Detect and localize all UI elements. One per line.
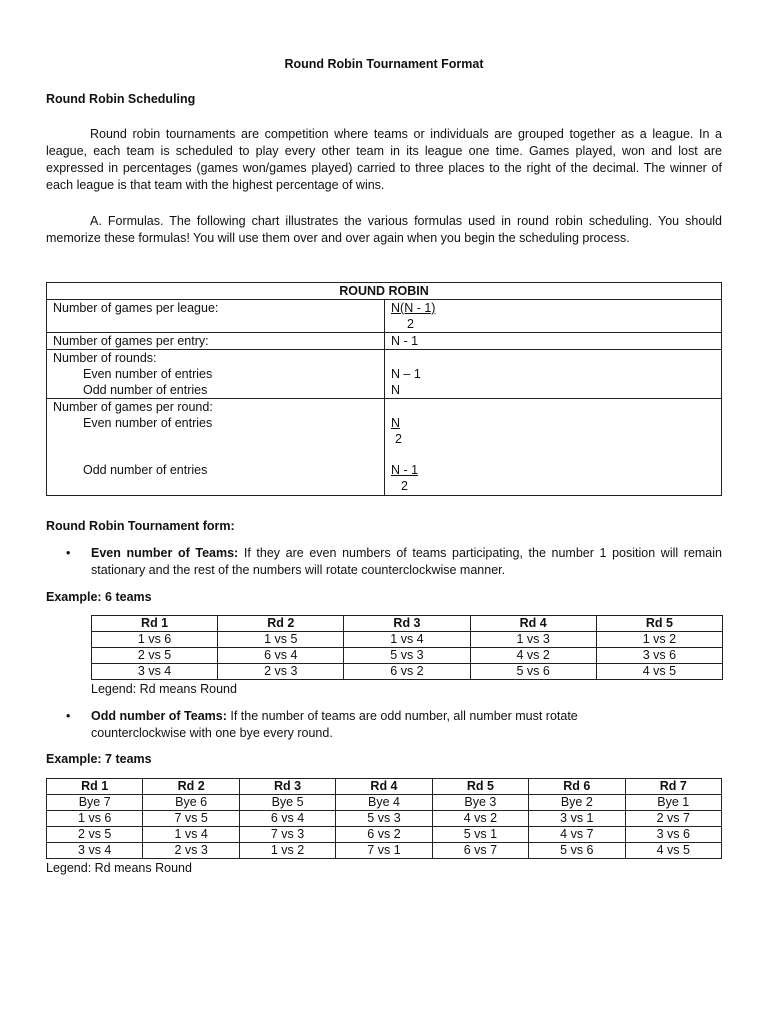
formula-sublabel-even: Even number of entries bbox=[83, 367, 213, 381]
bullet-odd-text bbox=[91, 708, 722, 742]
table-cell: 5 vs 6 bbox=[529, 843, 625, 859]
formula-value bbox=[385, 350, 722, 399]
bullet-odd-teams bbox=[46, 708, 722, 742]
table-cell: 3 vs 4 bbox=[47, 843, 143, 859]
table-cell: 5 vs 1 bbox=[432, 827, 528, 843]
table-cell: Bye 6 bbox=[143, 795, 239, 811]
table-row bbox=[92, 632, 723, 648]
table-cell: 1 vs 4 bbox=[344, 632, 470, 648]
formula-numerator-odd: N - 1 bbox=[391, 463, 419, 477]
table-cell: 4 vs 2 bbox=[470, 648, 596, 664]
formulas-paragraph bbox=[46, 213, 722, 247]
table-header-cell: Rd 5 bbox=[432, 779, 528, 795]
formula-label-text: Number of rounds: bbox=[53, 351, 157, 365]
table-header-cell: Rd 4 bbox=[470, 616, 596, 632]
formula-denominator: 2 bbox=[407, 317, 414, 331]
formula-row-games-per-entry bbox=[47, 333, 722, 350]
formula-table-header: ROUND ROBIN bbox=[47, 283, 722, 300]
formula-value bbox=[385, 399, 722, 496]
table-cell: 1 vs 3 bbox=[470, 632, 596, 648]
example-6-teams-label: Example: 6 teams bbox=[46, 590, 152, 604]
table-cell: 6 vs 2 bbox=[344, 664, 470, 680]
table-cell: Bye 1 bbox=[625, 795, 721, 811]
table-cell: 1 vs 2 bbox=[239, 843, 335, 859]
table-header-cell: Rd 3 bbox=[239, 779, 335, 795]
table-cell: 7 vs 5 bbox=[143, 811, 239, 827]
table-cell: Bye 4 bbox=[336, 795, 432, 811]
table-header-cell: Rd 2 bbox=[218, 616, 344, 632]
bullet-even-body: If they are even numbers of teams participating, the number 1 position will remain stationary and the rest of the numbers will rotate counterclockwise manner. bbox=[91, 546, 722, 577]
table-header-cell: Rd 5 bbox=[596, 616, 722, 632]
page-title: Round Robin Tournament Format bbox=[284, 57, 484, 71]
formula-sublabel-odd: Odd number of entries bbox=[83, 463, 208, 477]
formula-numerator-even: N bbox=[391, 416, 401, 430]
table-header-cell: Rd 3 bbox=[344, 616, 470, 632]
formula-value bbox=[385, 300, 722, 333]
table-cell: 3 vs 6 bbox=[625, 827, 721, 843]
table-cell: 3 vs 4 bbox=[92, 664, 218, 680]
table-row bbox=[47, 827, 722, 843]
table-cell: 2 vs 3 bbox=[143, 843, 239, 859]
table-cell: 3 vs 6 bbox=[596, 648, 722, 664]
formula-table-header-row bbox=[47, 283, 722, 300]
table-header-row bbox=[92, 616, 723, 632]
table-cell: 6 vs 2 bbox=[336, 827, 432, 843]
table-cell: 6 vs 4 bbox=[218, 648, 344, 664]
formula-sublabel-even: Even number of entries bbox=[83, 416, 213, 430]
table-cell: 4 vs 5 bbox=[625, 843, 721, 859]
table-cell: 7 vs 1 bbox=[336, 843, 432, 859]
formula-row-rounds bbox=[47, 350, 722, 399]
formula-numerator: N(N - 1) bbox=[391, 301, 436, 315]
legend-6-teams: Legend: Rd means Round bbox=[91, 682, 237, 696]
rotation-table-6-teams bbox=[91, 615, 723, 680]
table-row bbox=[92, 648, 723, 664]
formula-label: Number of games per entry: bbox=[47, 333, 385, 350]
intro-paragraph bbox=[46, 126, 722, 194]
table-cell: 5 vs 6 bbox=[470, 664, 596, 680]
table-header-cell: Rd 1 bbox=[92, 616, 218, 632]
formula-sublabel-odd: Odd number of entries bbox=[83, 383, 208, 397]
formula-row-games-per-league bbox=[47, 300, 722, 333]
formula-denominator-odd: 2 bbox=[401, 479, 408, 493]
table-cell: 6 vs 7 bbox=[432, 843, 528, 859]
rotation-table-7-teams bbox=[46, 778, 722, 859]
formula-table bbox=[46, 282, 722, 496]
table-header-cell: Rd 7 bbox=[625, 779, 721, 795]
formula-denominator-even: 2 bbox=[395, 432, 402, 446]
table-cell: 1 vs 6 bbox=[47, 811, 143, 827]
formula-value: N - 1 bbox=[385, 333, 722, 350]
formula-row-games-per-round bbox=[47, 399, 722, 496]
bullet-even-teams bbox=[46, 545, 722, 579]
table-cell: 4 vs 5 bbox=[596, 664, 722, 680]
table-cell: 5 vs 3 bbox=[344, 648, 470, 664]
table-row bbox=[47, 811, 722, 827]
table-cell: 5 vs 3 bbox=[336, 811, 432, 827]
formulas-paragraph-text: A. Formulas. The following chart illustrates the various formulas used in round robin scheduling. You should memorize these formulas! You will use them over and over again when you begin the scheduling process. bbox=[46, 214, 722, 245]
table-row bbox=[47, 795, 722, 811]
section-heading-form: Round Robin Tournament form: bbox=[46, 519, 235, 533]
bullet-odd-body: If the number of teams are odd number, all number must rotate counterclockwise with one bye every round. bbox=[91, 709, 578, 740]
table-cell: 1 vs 5 bbox=[218, 632, 344, 648]
table-row bbox=[92, 664, 723, 680]
table-cell: 2 vs 3 bbox=[218, 664, 344, 680]
table-row bbox=[47, 843, 722, 859]
example-7-teams-label: Example: 7 teams bbox=[46, 752, 152, 766]
formula-label bbox=[47, 350, 385, 399]
table-cell: 1 vs 6 bbox=[92, 632, 218, 648]
table-cell: 1 vs 2 bbox=[596, 632, 722, 648]
bullet-dot: • bbox=[66, 546, 71, 560]
table-cell: Bye 5 bbox=[239, 795, 335, 811]
table-header-cell: Rd 2 bbox=[143, 779, 239, 795]
formula-value-even: N – 1 bbox=[391, 367, 421, 381]
formula-label-text: Number of games per round: bbox=[53, 400, 213, 414]
table-header-row bbox=[47, 779, 722, 795]
bullet-even-text bbox=[91, 545, 722, 579]
table-cell: Bye 7 bbox=[47, 795, 143, 811]
table-cell: 2 vs 5 bbox=[47, 827, 143, 843]
table-cell: 3 vs 1 bbox=[529, 811, 625, 827]
section-heading-scheduling: Round Robin Scheduling bbox=[46, 92, 196, 106]
table-header-cell: Rd 4 bbox=[336, 779, 432, 795]
bullet-dot: • bbox=[66, 709, 71, 723]
bullet-odd-title: Odd number of Teams: bbox=[91, 709, 227, 723]
bullet-even-title: Even number of Teams: bbox=[91, 546, 239, 560]
intro-paragraph-text: Round robin tournaments are competition where teams or individuals are grouped together as a league. In a league, each team is scheduled to play every other team in its league one time. Games played, won and lost are expressed in percentages (games won/games played) carried to three places to the right of the decimal. The winner of each league is that team with the highest percentage of wins. bbox=[46, 127, 722, 192]
table-cell: 2 vs 5 bbox=[92, 648, 218, 664]
legend-7-teams: Legend: Rd means Round bbox=[46, 861, 192, 875]
table-cell: 7 vs 3 bbox=[239, 827, 335, 843]
table-cell: 4 vs 7 bbox=[529, 827, 625, 843]
formula-value-odd: N bbox=[391, 383, 401, 397]
table-cell: 4 vs 2 bbox=[432, 811, 528, 827]
table-cell: Bye 3 bbox=[432, 795, 528, 811]
table-cell: 1 vs 4 bbox=[143, 827, 239, 843]
table-cell: 6 vs 4 bbox=[239, 811, 335, 827]
formula-label: Number of games per league: bbox=[47, 300, 385, 333]
table-header-cell: Rd 1 bbox=[47, 779, 143, 795]
formula-label bbox=[47, 399, 385, 496]
table-cell: 2 vs 7 bbox=[625, 811, 721, 827]
table-cell: Bye 2 bbox=[529, 795, 625, 811]
table-header-cell: Rd 6 bbox=[529, 779, 625, 795]
